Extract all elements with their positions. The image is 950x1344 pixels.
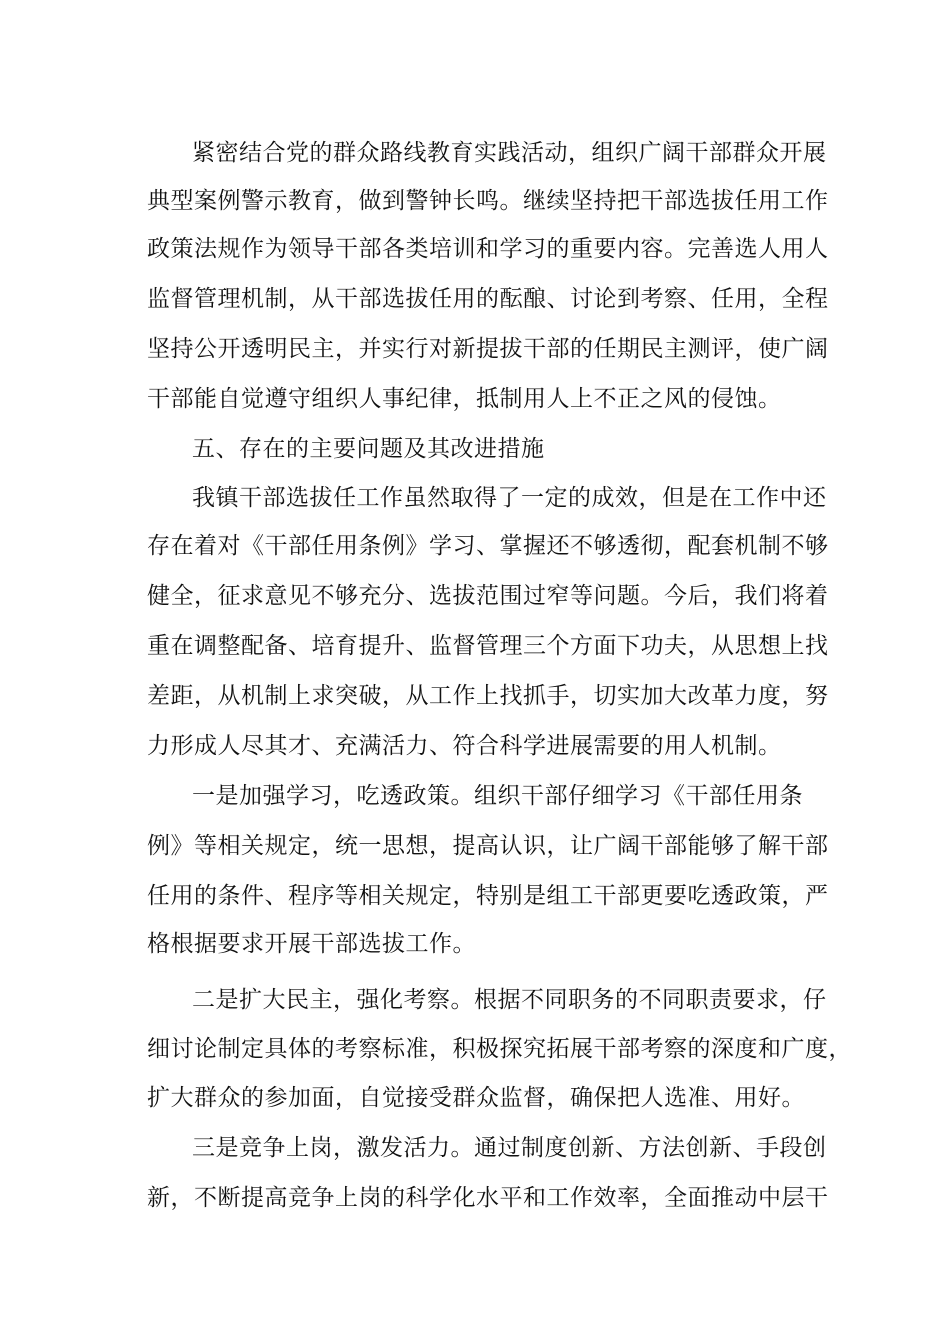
paragraph-line: 健全，征求意见不够充分、选拔范围过窄等问题。今后，我们将着	[147, 583, 829, 609]
paragraph-line: 任用的条件、程序等相关规定，特别是组工干部更要吃透政策，严	[147, 883, 829, 909]
paragraph-line: 细讨论制定具体的考察标准，积极探究拓展干部考察的深度和广度，	[147, 1036, 852, 1062]
paragraph-line: 存在着对《干部任用条例》学习、掌握还不够透彻，配套机制不够	[147, 533, 829, 559]
section-heading: 五、存在的主要问题及其改进措施	[192, 436, 545, 462]
paragraph-line: 三是竞争上岗，激发活力。通过制度创新、方法创新、手段创	[192, 1135, 827, 1161]
paragraph-line: 干部能自觉遵守组织人事纪律，抵制用人上不正之风的侵蚀。	[147, 386, 782, 412]
paragraph-line: 力形成人尽其才、充满活力、符合科学进展需要的用人机制。	[147, 733, 782, 759]
paragraph-line: 重在调整配备、培育提升、监督管理三个方面下功夫，从思想上找	[147, 633, 829, 659]
paragraph-line: 紧密结合党的群众路线教育实践活动，组织广阔干部群众开展	[192, 140, 827, 166]
paragraph-line: 监督管理机制，从干部选拔任用的酝酿、讨论到考察、任用，全程	[147, 286, 829, 312]
paragraph-line: 差距，从机制上求突破，从工作上找抓手，切实加大改革力度，努	[147, 683, 829, 709]
paragraph-line: 例》等相关规定，统一思想，提高认识，让广阔干部能够了解干部	[147, 833, 829, 859]
paragraph-line: 我镇干部选拔任工作虽然取得了一定的成效，但是在工作中还	[192, 485, 827, 511]
paragraph-line: 坚持公开透明民主，并实行对新提拔干部的任期民主测评，使广阔	[147, 336, 829, 362]
paragraph-line: 一是加强学习，吃透政策。组织干部仔细学习《干部任用条	[192, 783, 803, 809]
paragraph-line: 扩大群众的参加面，自觉接受群众监督，确保把人选准、用好。	[147, 1085, 805, 1111]
paragraph-line: 政策法规作为领导干部各类培训和学习的重要内容。完善选人用人	[147, 236, 829, 262]
paragraph-line: 新，不断提高竞争上岗的科学化水平和工作效率，全面推动中层干	[147, 1185, 829, 1211]
paragraph-line: 典型案例警示教育，做到警钟长鸣。继续坚持把干部选拔任用工作	[147, 188, 829, 214]
paragraph-line: 格根据要求开展干部选拔工作。	[147, 931, 476, 957]
paragraph-line: 二是扩大民主，强化考察。根据不同职务的不同职责要求，仔	[192, 987, 827, 1013]
